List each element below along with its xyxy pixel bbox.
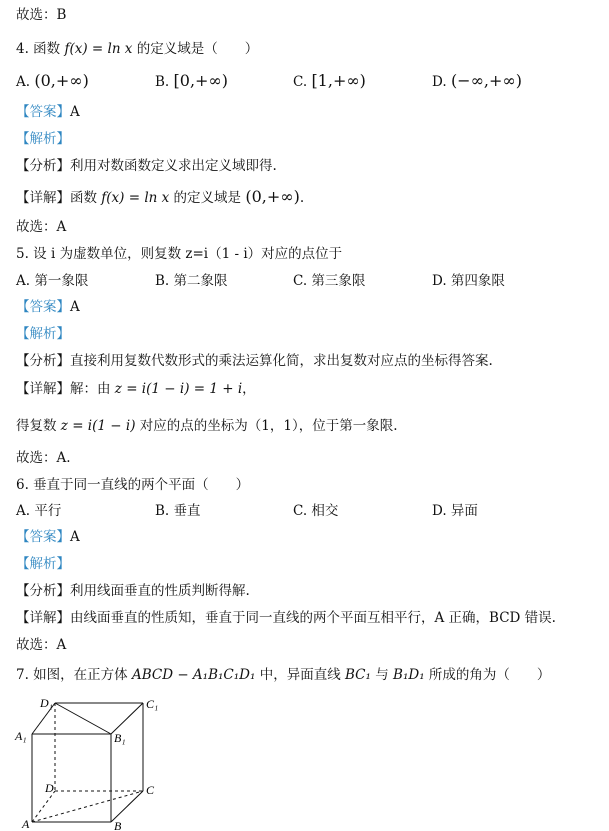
- label-b1: B₁: [114, 731, 126, 745]
- edge-d1b1: [55, 703, 111, 734]
- q6-question: 6. 垂直于同一直线的两个平面（ ）: [16, 477, 250, 493]
- q5-option-b: B. 第二象限: [155, 273, 228, 289]
- q6-answer: 【答案】A: [16, 529, 80, 545]
- q7-question: 7. 如图，在正方体 ABCD − A₁B₁C₁D₁ 中，异面直线 BC₁ 与 B₁D₁ 所成的角为（ ）: [16, 667, 551, 683]
- answer-tag: 【答案】: [16, 104, 70, 120]
- label-d: D: [45, 781, 54, 795]
- label-d1: D₁: [40, 696, 53, 710]
- q6-option-c: C. 相交: [293, 503, 339, 519]
- label-b: B: [114, 819, 122, 831]
- edge-b1c1: [111, 703, 143, 734]
- q3-conclusion: 故选：B: [16, 7, 67, 23]
- q4-conclusion: 故选：A: [16, 219, 67, 235]
- q4-answer: 【答案】A: [16, 104, 80, 120]
- q4-question: [16, 40, 258, 58]
- q6-xiangjie: 【详解】由线面垂直的性质知，垂直于同一直线的两个平面互相平行，A 正确，BCD 错误.: [16, 610, 556, 626]
- label-c: C: [146, 783, 155, 797]
- q4-option-d: D. (−∞,+∞): [432, 71, 522, 90]
- q4-option-b: B. [0,+∞): [155, 71, 228, 90]
- q5-xiangjie: 【详解】解：由 z = i(1 − i) = 1 + i，: [16, 381, 256, 397]
- q4-xiangjie: 【详解】函数 f(x) = ln x 的定义域是 (0,+∞).: [16, 187, 305, 206]
- q4-fenxi: 【分析】利用对数函数定义求出定义域即得.: [16, 158, 277, 174]
- q5-option-a: A. 第一象限: [16, 273, 89, 289]
- q4-prefix: 4. 函数: [16, 41, 65, 57]
- q6-option-b: B. 垂直: [155, 503, 201, 519]
- q4-suffix: 的定义域是（ ）: [132, 41, 259, 57]
- q5-option-d: D. 第四象限: [432, 273, 505, 289]
- q5-solution-line2: 得复数 z = i(1 − i) 对应的点的坐标为（1，1），位于第一象限.: [16, 418, 398, 434]
- q4-jiexi-tag: 【解析】: [16, 131, 70, 147]
- q4-function: f(x) = ln x: [64, 41, 133, 57]
- label-a: A: [22, 817, 30, 831]
- q6-fenxi: 【分析】利用线面垂直的性质判断得解.: [16, 583, 250, 599]
- q5-jiexi-tag: 【解析】: [16, 326, 70, 342]
- q6-option-d: D. 异面: [432, 503, 478, 519]
- label-c1: C₁: [146, 697, 159, 711]
- q5-option-c: C. 第三象限: [293, 273, 366, 289]
- q5-question: 5. 设 i 为虚数单位，则复数 z=i（1 - i）对应的点位于: [16, 246, 343, 262]
- label-a1: A₁: [15, 729, 27, 743]
- cube-figure: [10, 694, 170, 831]
- q5-fenxi: 【分析】直接利用复数代数形式的乘法运算化简，求出复数对应点的坐标得答案.: [16, 353, 493, 369]
- q5-answer: 【答案】A: [16, 299, 80, 315]
- q4-option-c: C. [1,+∞): [293, 71, 366, 90]
- q6-jiexi-tag: 【解析】: [16, 556, 70, 572]
- q6-option-a: A. 平行: [16, 503, 62, 519]
- edge-ad: [32, 791, 55, 822]
- q4-option-a: A. (0,+∞): [16, 71, 89, 90]
- q6-conclusion: 故选：A: [16, 637, 67, 653]
- q5-conclusion: 故选：A.: [16, 450, 71, 466]
